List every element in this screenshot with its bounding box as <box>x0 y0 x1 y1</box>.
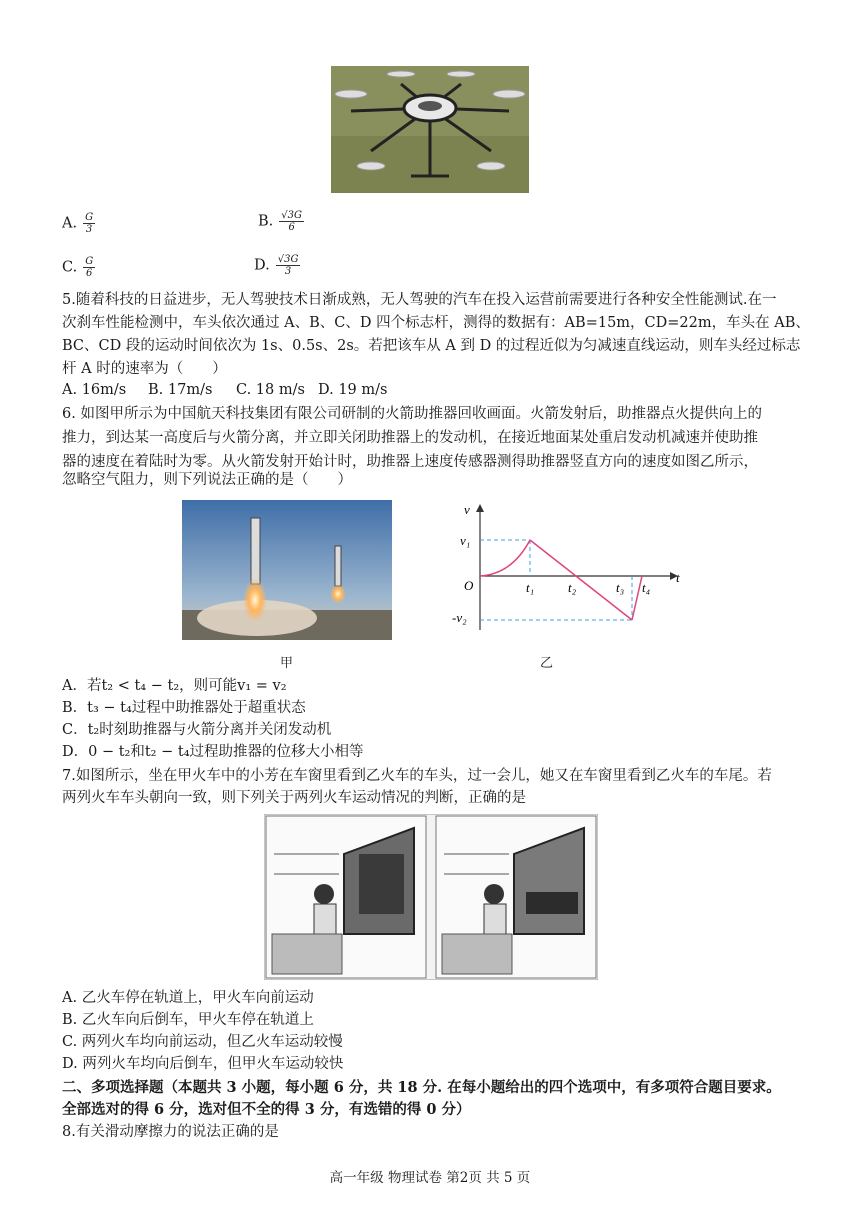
q4-option-b[interactable]: B. $\frac{√3G}{6}$ <box>258 210 302 233</box>
page-footer: 高一年级 物理试卷 第2页 共 5 页 <box>329 1170 531 1186</box>
velocity-time-graph <box>450 500 695 640</box>
graph-neg-v2-label: -v₂ <box>452 610 467 625</box>
q5-stem-line1: 5.随着科技的日益进步，无人驾驶技术日渐成熟，无人驾驶的汽车在投入运营前需要进行各种安全性能测试.在一 <box>62 292 777 308</box>
train-window-illustration <box>264 814 598 980</box>
graph-t2-label: t₂ <box>568 580 577 595</box>
graph-v1-label: v₁ <box>460 533 471 548</box>
q6-option-a[interactable]: A．若t₂ < t₄ − t₂，则可能v₁ = v₂ <box>62 678 287 694</box>
q6-stem-line4: 忽略空气阻力，则下列说法正确的是（ ） <box>62 472 352 488</box>
graph-t1-label: t₁ <box>526 580 535 595</box>
caption-yi: 乙 <box>540 656 554 671</box>
q6-option-b[interactable]: B．t₃ − t₄过程中助推器处于超重状态 <box>62 700 306 716</box>
q6-option-d[interactable]: D．0 − t₂和t₂ − t₄过程助推器的位移大小相等 <box>62 744 364 760</box>
q6-stem-line3: 器的速度在着陆时为零。从火箭发射开始计时，助推器上速度传感器测得助推器竖直方向的速度如图乙所示， <box>62 454 758 470</box>
q7-stem-line2: 两列火车车头朝向一致，则下列关于两列火车运动情况的判断，正确的是 <box>62 790 526 806</box>
section2-heading-line1: 二、多项选择题（本题共 3 小题，每小题 6 分，共 18 分. 在每小题给出的四个选项中，有多项符合题目要求。 <box>62 1079 781 1096</box>
q5-stem-line4: 杆 A 时的速率为（ ） <box>62 361 227 377</box>
q5-option-c[interactable]: C. 18 m/s <box>236 382 305 398</box>
q8-stem: 8.有关滑动摩擦力的说法正确的是 <box>62 1124 279 1140</box>
q6-option-c[interactable]: C．t₂时刻助推器与火箭分离并关闭发动机 <box>62 722 332 738</box>
q6-stem-line2: 推力，到达某一高度后与火箭分离，并立即关闭助推器上的发动机，在接近地面某处重启发动机减速并使助推 <box>62 430 758 446</box>
q5-option-d[interactable]: D. 19 m/s <box>318 382 388 398</box>
q7-option-b[interactable]: B. 乙火车向后倒车，甲火车停在轨道上 <box>62 1012 314 1028</box>
q7-option-a[interactable]: A. 乙火车停在轨道上，甲火车向前运动 <box>62 990 314 1006</box>
graph-t3-label: t₃ <box>616 580 625 595</box>
q4-option-d[interactable]: D. $\frac{√3G}{3}$ <box>254 254 299 277</box>
graph-v-label: v <box>464 502 470 517</box>
q7-option-d[interactable]: D. 两列火车均向后倒车，但甲火车运动较快 <box>62 1056 344 1072</box>
q5-option-b[interactable]: B. 17m/s <box>148 382 213 398</box>
q7-stem-line1: 7.如图所示，坐在甲火车中的小芳在车窗里看到乙火车的车头，过一会儿，她又在车窗里看到乙火车的车尾。若 <box>62 768 772 784</box>
graph-origin-label: O <box>464 578 474 593</box>
q5-stem-line3: BC、CD 段的运动时间依次为 1s、0.5s、2s。若把该车从 A 到 D 的过程近似为匀减速直线运动，则车头经过标志 <box>62 338 801 354</box>
q4-option-c[interactable]: C. $\frac{G}{6}$ <box>62 256 94 279</box>
caption-jia: 甲 <box>280 656 294 671</box>
q4-option-a[interactable]: A. $\frac{G}{3}$ <box>62 212 94 235</box>
q5-stem-line2: 次刹车性能检测中，车头依次通过 A、B、C、D 四个标志杆，测得的数据有：AB=15m，CD=22m，车头在 AB、 <box>62 315 810 331</box>
graph-t4-label: t₄ <box>642 580 651 595</box>
q5-option-a[interactable]: A. 16m/s <box>62 382 127 398</box>
drone-photo <box>331 66 529 193</box>
graph-t-label: t <box>676 570 680 585</box>
rocket-booster-photo <box>182 500 392 640</box>
q7-option-c[interactable]: C. 两列火车均向前运动，但乙火车运动较慢 <box>62 1034 343 1050</box>
q6-stem-line1: 6. 如图甲所示为中国航天科技集团有限公司研制的火箭助推器回收画面。火箭发射后，助推器点火提供向上的 <box>62 406 762 422</box>
section2-heading-line2: 全部选对的得 6 分，选对但不全的得 3 分，有选错的得 0 分） <box>62 1101 471 1118</box>
